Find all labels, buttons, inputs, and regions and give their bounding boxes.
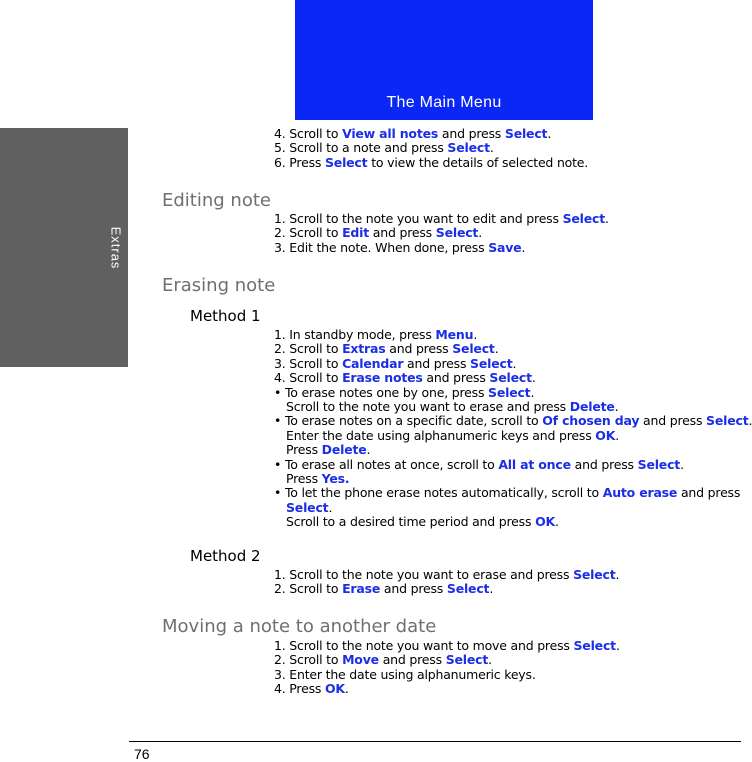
step-item xyxy=(274,682,620,696)
step-item xyxy=(274,501,752,515)
step-text: 1. Scroll to the note you want to move and press xyxy=(274,638,574,653)
step-text: . xyxy=(366,442,371,458)
menu-keyword: All at once xyxy=(498,456,571,472)
step-item xyxy=(274,639,620,653)
editing-steps xyxy=(274,212,609,255)
method-1-title: Method 1 xyxy=(190,307,261,325)
step-text: and press xyxy=(677,485,741,501)
menu-keyword: View all notes xyxy=(342,126,439,141)
step-text: . xyxy=(489,581,494,597)
section-title-moving: Moving a note to another date xyxy=(162,616,437,637)
step-text: . xyxy=(473,327,478,342)
menu-keyword: OK xyxy=(595,427,616,443)
step-item xyxy=(274,226,609,240)
menu-keyword: Calendar xyxy=(342,355,404,371)
step-text: • To erase notes on a specific date, scroll to xyxy=(274,413,543,429)
step-text: . xyxy=(478,225,482,241)
step-text: 5. Scroll to a note and press xyxy=(274,140,448,156)
step-item xyxy=(274,486,752,500)
step-item xyxy=(274,212,609,226)
step-text: 4. Scroll to xyxy=(274,370,343,386)
menu-keyword: Extras xyxy=(342,341,386,357)
step-text: . xyxy=(748,413,752,429)
step-text: 3. Edit the note. When done, press xyxy=(274,239,489,255)
step-text: . xyxy=(554,514,559,530)
step-text: . xyxy=(488,652,492,668)
step-text: Press xyxy=(286,442,322,458)
step-text: and press xyxy=(403,355,471,371)
menu-keyword: Of chosen day xyxy=(542,413,640,429)
step-text: . xyxy=(547,126,552,141)
menu-keyword: Select xyxy=(445,652,489,668)
step-text: . xyxy=(531,370,536,386)
step-item xyxy=(274,515,752,529)
header-banner xyxy=(295,0,593,120)
step-item xyxy=(274,568,619,582)
step-text: and press xyxy=(369,225,436,241)
step-text: and press xyxy=(639,413,707,429)
step-item xyxy=(274,371,752,385)
step-text: • To erase all notes at once, scroll to xyxy=(274,456,499,472)
menu-keyword: Select xyxy=(504,126,548,141)
step-item xyxy=(274,357,752,371)
step-text: 2. Scroll to xyxy=(274,225,343,241)
side-tab-label: Extras xyxy=(108,226,124,270)
step-text: 2. Scroll to xyxy=(274,652,343,668)
menu-keyword: Delete xyxy=(321,442,367,458)
menu-keyword: Select xyxy=(573,567,616,582)
menu-keyword: Move xyxy=(342,652,379,668)
step-text: and press xyxy=(380,581,447,597)
step-text: 2. Scroll to xyxy=(274,581,343,597)
menu-keyword: Select xyxy=(706,413,749,429)
step-text: . xyxy=(605,211,609,226)
step-text: Scroll to a desired time period and press xyxy=(286,514,536,530)
menu-keyword: OK xyxy=(535,514,555,530)
step-text: 4. Press xyxy=(274,681,325,697)
step-item xyxy=(274,156,588,170)
step-item xyxy=(274,400,752,414)
step-item xyxy=(274,342,752,356)
footer-rule xyxy=(129,741,741,742)
step-item xyxy=(274,582,619,596)
step-item xyxy=(274,472,752,486)
menu-keyword: Select xyxy=(562,211,606,226)
menu-keyword: Edit xyxy=(342,225,370,241)
step-text: Scroll to the note you want to erase and press xyxy=(286,399,570,415)
menu-keyword: Menu xyxy=(435,327,474,342)
step-text: Press xyxy=(286,471,322,487)
menu-keyword: Select xyxy=(286,499,329,515)
step-text: . xyxy=(494,341,499,357)
step-text: to view the details of selected note. xyxy=(367,154,589,170)
step-text: . xyxy=(530,384,535,400)
step-text: 1. In standby mode, press xyxy=(274,327,436,342)
step-text: . xyxy=(344,681,349,697)
step-item xyxy=(274,328,752,342)
step-text: 2. Scroll to xyxy=(274,341,343,357)
menu-keyword: Save xyxy=(488,239,522,255)
menu-keyword: Select xyxy=(488,384,531,400)
page-number: 76 xyxy=(134,746,150,762)
step-text: 1. Scroll to the note you want to erase and press xyxy=(274,567,574,582)
menu-keyword: Select xyxy=(452,341,495,357)
step-item xyxy=(274,127,588,141)
step-text: . xyxy=(680,456,684,472)
step-item xyxy=(274,668,620,682)
method-2-steps xyxy=(274,568,619,597)
step-text: Enter the date using alphanumeric keys and press xyxy=(286,427,596,443)
step-item xyxy=(274,429,752,443)
menu-keyword: Select xyxy=(573,638,616,653)
step-item xyxy=(274,386,752,400)
step-text: . xyxy=(521,239,526,255)
menu-keyword: Delete xyxy=(569,399,615,415)
step-text: and press xyxy=(385,341,453,357)
step-text: 4. Scroll to xyxy=(274,126,343,141)
menu-keyword: Select xyxy=(637,456,681,472)
step-item xyxy=(274,241,609,255)
step-text: . xyxy=(615,427,619,443)
step-item xyxy=(274,443,752,457)
moving-steps xyxy=(274,639,620,697)
step-text: . xyxy=(615,567,620,582)
step-text: 3. Scroll to xyxy=(274,355,343,371)
menu-keyword: Select xyxy=(470,355,513,371)
menu-keyword: OK xyxy=(324,681,345,697)
step-text: and press xyxy=(438,126,505,141)
method-1-steps xyxy=(274,328,752,530)
step-item xyxy=(274,141,588,155)
step-item xyxy=(274,458,752,472)
step-text: . xyxy=(512,355,517,371)
menu-keyword: Select xyxy=(435,225,479,241)
step-text: and press xyxy=(378,652,446,668)
menu-keyword: Select xyxy=(447,140,490,156)
step-text: . xyxy=(615,638,620,653)
step-text: 3. Enter the date using alphanumeric keys. xyxy=(274,666,536,682)
step-text: 1. Scroll to the note you want to edit and press xyxy=(274,211,563,226)
menu-keyword: Select xyxy=(324,154,368,170)
step-text: and press xyxy=(422,370,490,386)
step-text: • To let the phone erase notes automatically, scroll to xyxy=(274,485,603,501)
menu-keyword: Auto erase xyxy=(602,485,678,501)
menu-keyword: Erase notes xyxy=(342,370,423,386)
step-text: and press xyxy=(570,456,638,472)
section-title-editing: Editing note xyxy=(162,190,271,211)
step-text: 6. Press xyxy=(274,154,325,170)
step-text: . xyxy=(489,140,494,156)
menu-keyword: Erase xyxy=(342,581,381,597)
step-text: . xyxy=(614,399,619,415)
header-title: The Main Menu xyxy=(386,94,502,111)
intro-steps xyxy=(274,127,588,170)
step-text: • To erase notes one by one, press xyxy=(274,384,489,400)
step-item xyxy=(274,414,752,428)
method-2-title: Method 2 xyxy=(190,547,261,565)
menu-keyword: Select xyxy=(489,370,532,386)
step-text: . xyxy=(328,499,333,515)
section-title-erasing: Erasing note xyxy=(162,275,276,296)
menu-keyword: Select xyxy=(446,581,490,597)
step-item xyxy=(274,653,620,667)
menu-keyword: Yes. xyxy=(321,471,350,487)
